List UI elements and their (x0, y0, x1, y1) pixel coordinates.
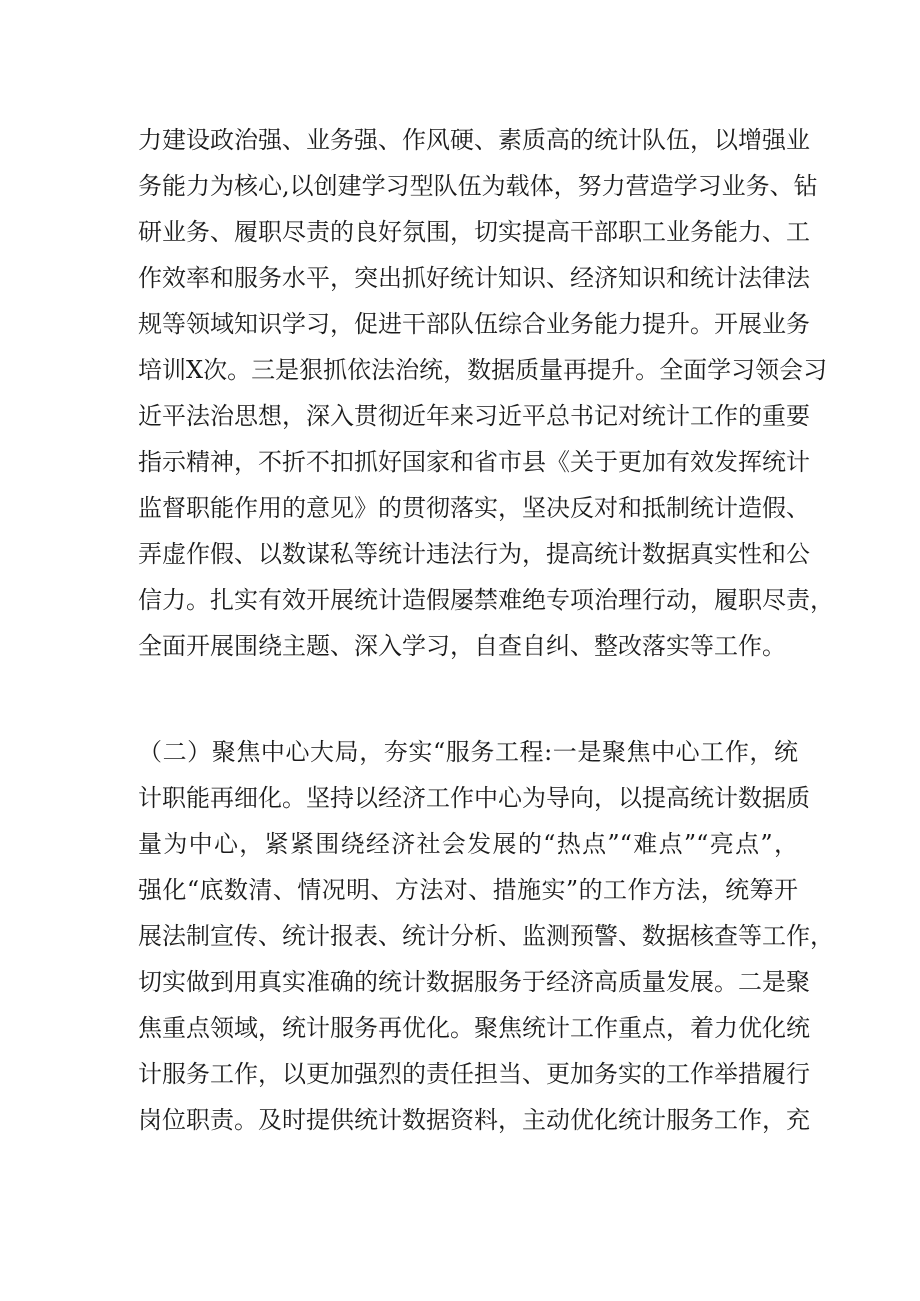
text-line: 全面开展围绕主题、深入学习，自查自纠、整改落实等工作。 (138, 632, 786, 660)
text-line: 岗位职责。及时提供统计数据资料，主动优化统计服务工作，充 (138, 1106, 810, 1134)
text-line: 作效率和服务水平，突出抓好统计知识、经济知识和统计法律法 (138, 264, 810, 292)
text-line: 力建设政治强、业务强、作风硬、素质高的统计队伍，以增强业 (138, 126, 810, 154)
text-line: 强化“底数清、情况明、方法对、措施实”的工作方法，统筹开 (138, 876, 798, 904)
section-heading-line: （二）聚焦中心大局，夯实“服务工程:一是聚焦中心工作，统 (138, 738, 798, 766)
text-line: 近平法治思想，深入贯彻近年来习近平总书记对统计工作的重要 (138, 402, 810, 430)
text-line: 展法制宣传、统计报表、统计分析、监测预警、数据核查等工作， (138, 922, 834, 950)
text-line: 切实做到用真实准确的统计数据服务于经济高质量发展。二是聚 (138, 968, 810, 996)
text-line: 弄虚作假、以数谋私等统计违法行为，提高统计数据真实性和公 (138, 540, 810, 568)
text-line: 培训X次。三是狠抓依法治统，数据质量再提升。全面学习领会习 (138, 356, 828, 384)
text-line: 信力。扎实有效开展统计造假屡禁难绝专项治理行动，履职尽责， (138, 586, 834, 614)
text-line: 指示精神，不折不扣抓好国家和省市县《关于更加有效发挥统计 (138, 448, 810, 476)
text-line: 计服务工作，以更加强烈的责任担当、更加务实的工作举措履行 (138, 1060, 810, 1088)
text-line: 焦重点领域，统计服务再优化。聚焦统计工作重点，着力优化统 (138, 1014, 810, 1042)
text-line: 计职能再细化。坚持以经济工作中心为导向，以提高统计数据质 (138, 784, 810, 812)
text-line: 量为中心，紧紧围绕经济社会发展的“热点”“难点”“亮点”， (138, 830, 798, 858)
text-line: 研业务、履职尽责的良好氛围，切实提高干部职工业务能力、工 (138, 218, 810, 246)
text-line: 规等领域知识学习，促进干部队伍综合业务能力提升。开展业务 (138, 310, 810, 338)
text-line: 务能力为核心,以创建学习型队伍为载体，努力营造学习业务、钻 (138, 172, 818, 200)
text-line: 监督职能作用的意见》的贯彻落实，坚决反对和抵制统计造假、 (138, 494, 810, 522)
